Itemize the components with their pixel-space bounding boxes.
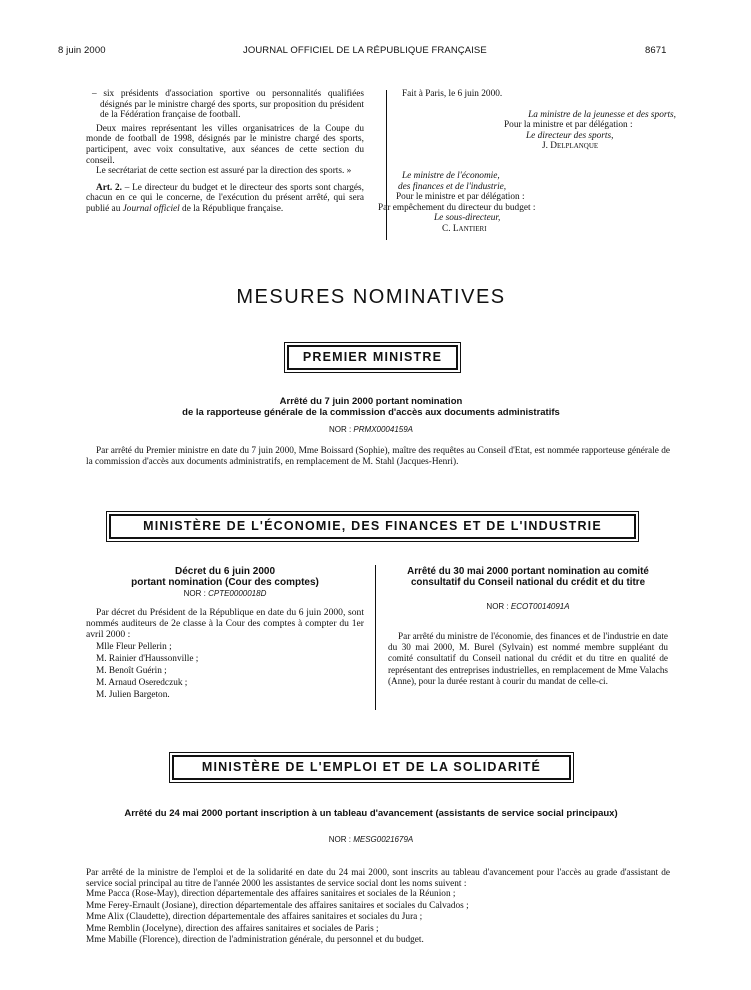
top-left-column (86, 89, 364, 215)
decree-title: Arrêté du 7 juin 2000 portant nomination (279, 396, 463, 407)
signature-impediment: Par empêchement du directeur du budget : (378, 202, 536, 213)
column-divider (375, 565, 376, 710)
emploi-body (86, 868, 670, 947)
paragraph: Deux maires représentant les villes organisatrices de la Coupe du monde de football de 1998, désignés par le ministre chargé des sports, participent, avec voix consultative, aux séances de cette section du conseil. (86, 123, 364, 166)
ministry-box-emploi: MINISTÈRE DE L'EMPLOI ET DE LA SOLIDARITÉ (172, 755, 571, 780)
signature-title: des finances et de l'industrie, (398, 181, 507, 192)
list-item: Mme Pacca (Rose-May), direction départementale des affaires sanitaires et sociales de la Réunion ; (86, 889, 456, 900)
header-date: 8 juin 2000 (58, 45, 106, 56)
decree-title: portant nomination (Cour des comptes) (131, 577, 319, 588)
economie-left-column (86, 566, 364, 701)
header-page-number: 8671 (645, 45, 667, 56)
list-item: Mlle Fleur Pellerin ; (96, 642, 172, 652)
paragraph: Par arrêté de la ministre de l'emploi et de la solidarité en date du 24 mai 2000, sont inscrits au tableau d'avancement pour l'accès au grade d'assistant de service social principal au titre de l'année 2000 les assistantes de service social dont les noms suivent : (86, 868, 670, 889)
list-item: Mme Mabille (Florence), direction de l'administration générale, du personnel et du budget. (86, 935, 424, 946)
list-item: M. Rainier d'Haussonville ; (96, 654, 199, 664)
nor-reference: NOR : ECOT0014091A (486, 602, 570, 611)
decree-title: consultatif du Conseil national du crédit et du titre (410, 577, 646, 588)
signature-name: J. Delplanque (542, 141, 599, 152)
economie-right-column (388, 566, 668, 687)
list-item: M. Arnaud Oseredczuk ; (96, 678, 188, 688)
list-item: M. Benoît Guérin ; (96, 666, 167, 676)
article-label: Art. 2. (96, 182, 122, 193)
list-item: Mme Remblin (Jocelyne), direction des affaires sanitaires et sociales de Paris ; (86, 923, 379, 934)
paragraph: Par arrêté du ministre de l'économie, des finances et de l'industrie en date du 30 mai 2000, M. Burel (Sylvain) est nommé membre suppléant du comité consultatif du Conseil national du crédit et du titre en qualité de représentant des entreprises industrielles, en remplacement de Mme Valachs (Anne), pour la durée restant à courir du mandat de celle-ci. (388, 631, 668, 686)
list-item: Mme Ferey-Ernault (Josiane), direction départementale des affaires sanitaires et sociales du Calvados ; (86, 900, 469, 911)
signature-role: Le directeur des sports, (526, 130, 614, 141)
paragraph: Par arrêté du Premier ministre en date du 7 juin 2000, Mme Boissard (Sophie), maître des requêtes au Conseil d'Etat, est nommée rapporteuse générale de la commission d'accès aux documents administratifs, en remplacement de M. Stahl (Jacques-Henri). (86, 446, 670, 467)
list-item: M. Julien Bargeton. (96, 690, 170, 700)
signature-name: C. Lantieri (442, 223, 487, 234)
signature-delegation: Pour le ministre et par délégation : (396, 192, 525, 203)
decree-title: Arrêté du 30 mai 2000 portant nomination au comité (407, 566, 649, 577)
paragraph: – six présidents d'association sportive ou personnalités qualifiées désignés par le ministre chargé des sports, sur proposition du président de la Fédération française de football. (92, 89, 364, 121)
signature-title: La ministre de la jeunesse et des sports, (528, 109, 676, 120)
appointee-list (96, 641, 364, 701)
decree-title: Décret du 6 juin 2000 (174, 566, 276, 577)
article-2: Art. 2. – Le directeur du budget et le directeur des sports sont chargés, chacun en ce qui le concerne, de l'exécution du présent arrêté, qui sera publié au Journal officiel de la République française. (86, 182, 364, 214)
paragraph: Par décret du Président de la République en date du 6 juin 2000, sont nommés auditeurs de 2e classe à la Cour des comptes à compter du 1er avril 2000 : (86, 607, 364, 640)
header-journal: JOURNAL OFFICIEL DE LA RÉPUBLIQUE FRANÇAISE (243, 45, 487, 56)
nor-reference: NOR : CPTE0000018D (183, 589, 267, 598)
column-divider (386, 90, 387, 240)
signature-delegation: Pour la ministre et par délégation : (504, 120, 633, 131)
ministry-box-premier: PREMIER MINISTRE (287, 345, 458, 370)
nor-reference: NOR : PRMX0004159A (328, 425, 414, 434)
signature-role: Le sous-directeur, (434, 213, 501, 224)
ministry-box-economie: MINISTÈRE DE L'ÉCONOMIE, DES FINANCES ET DE L'INDUSTRIE (109, 514, 636, 539)
paragraph: Le secrétariat de cette section est assuré par la direction des sports. » (96, 166, 352, 177)
section-title: MESURES NOMINATIVES (236, 286, 506, 308)
signature-title: Le ministre de l'économie, (402, 170, 500, 181)
fait-line: Fait à Paris, le 6 juin 2000. (402, 89, 503, 99)
list-item: Mme Alix (Claudette), direction départementale des affaires sanitaires et sociales du Jura ; (86, 912, 423, 923)
promotion-list (86, 889, 670, 947)
signatures-block (378, 89, 680, 235)
nor-reference: NOR : MESG0021679A (328, 835, 414, 844)
decree-title: Arrêté du 24 mai 2000 portant inscription à un tableau d'avancement (assistants de service social principaux) (124, 808, 618, 819)
decree-title: de la rapporteuse générale de la commission d'accès aux documents administratifs (182, 407, 560, 418)
